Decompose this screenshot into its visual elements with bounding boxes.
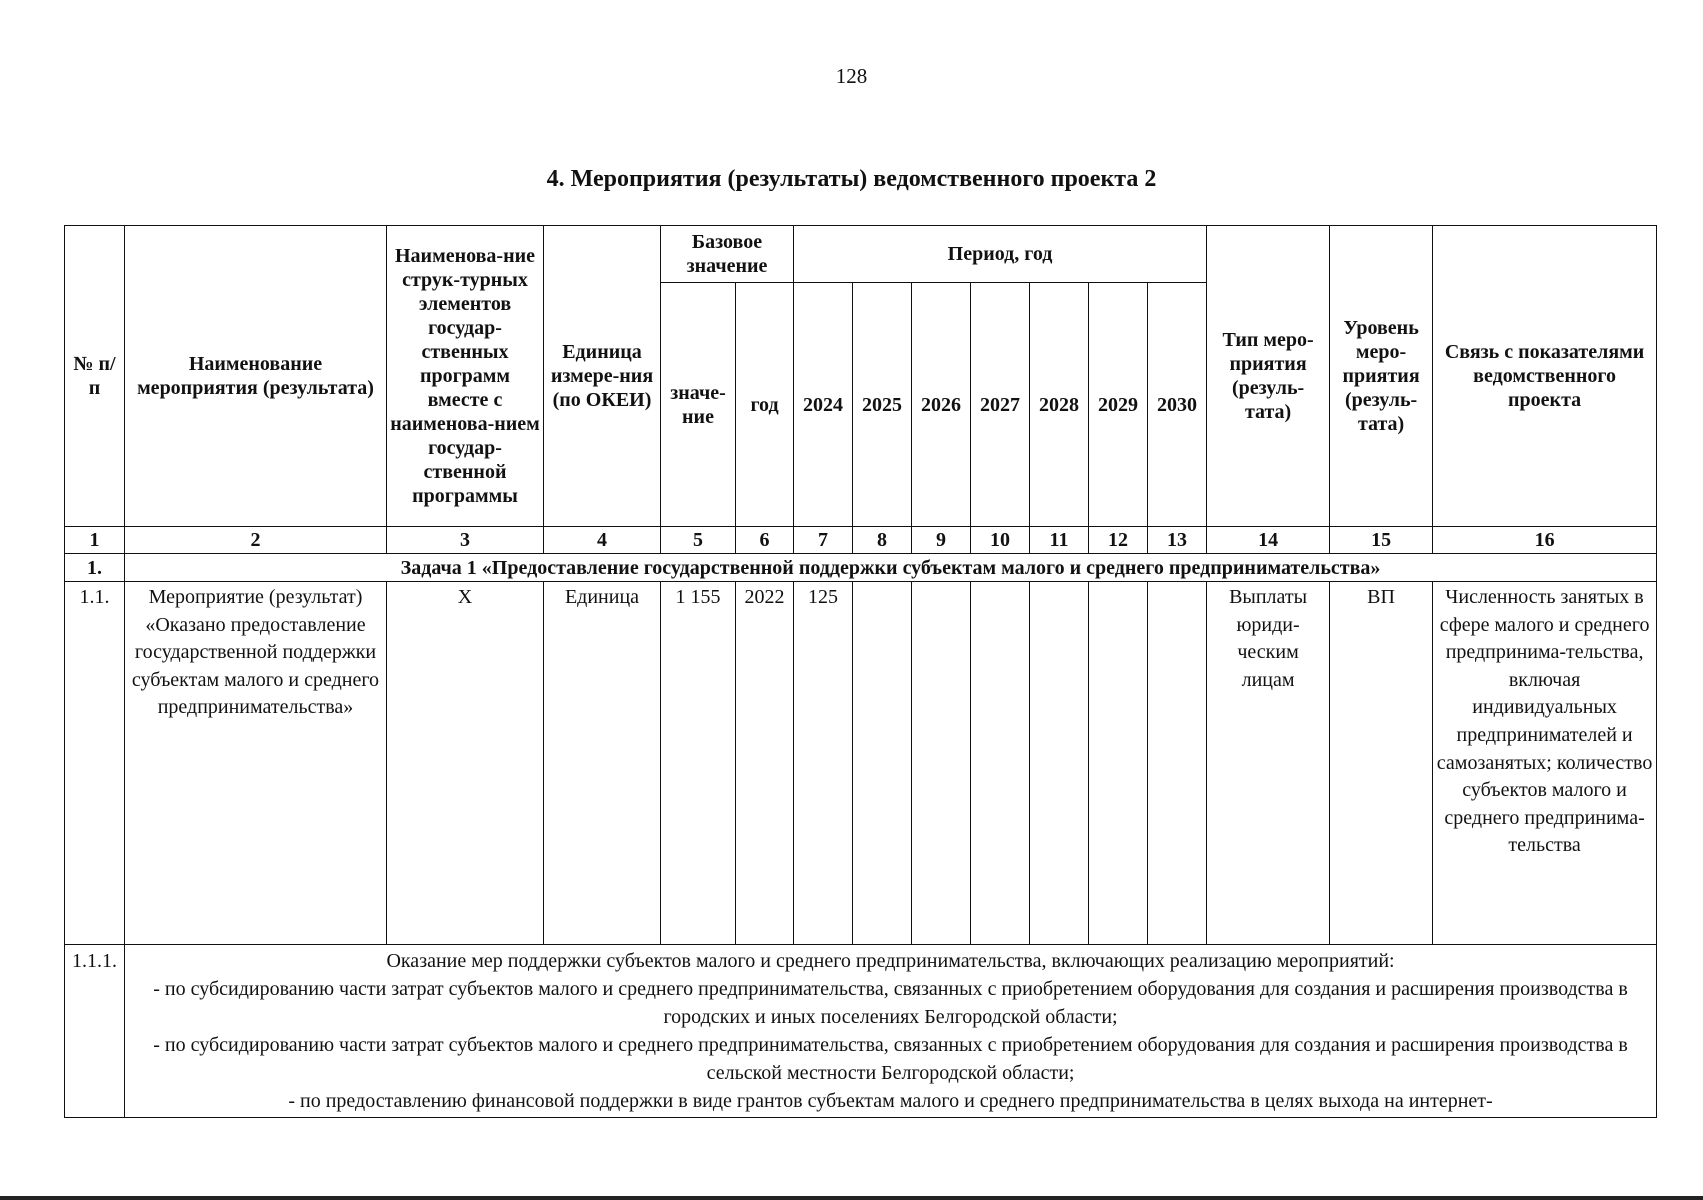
header-base: Базовое значение <box>661 226 794 283</box>
item-value-2026 <box>912 582 971 945</box>
header-unit: Единица измере-ния (по ОКЕИ) <box>544 226 661 527</box>
measures-table <box>64 225 1657 1118</box>
task-text: Задача 1 «Предоставление государственной поддержки субъектам малого и среднего предпринимательства» <box>125 554 1657 582</box>
column-number: 8 <box>853 527 912 554</box>
header-base-value: значе-ние <box>661 283 736 527</box>
item-value-2025 <box>853 582 912 945</box>
document-title: 4. Мероприятия (результаты) ведомственного проекта 2 <box>546 166 1157 192</box>
page-number: 128 <box>835 64 868 88</box>
header-year-2030: 2030 <box>1148 283 1207 527</box>
column-number: 16 <box>1433 527 1657 554</box>
header-year-2027: 2027 <box>971 283 1030 527</box>
item-number: 1.1. <box>65 582 125 945</box>
item-value-2027 <box>971 582 1030 945</box>
column-number: 11 <box>1030 527 1089 554</box>
header-year-2024: 2024 <box>794 283 853 527</box>
header-row-1 <box>65 226 1657 283</box>
column-number: 5 <box>661 527 736 554</box>
subitem-line: - по субсидированию части затрат субъектов малого и среднего предпринимательства, связанных с приобретением оборудования для создания и расширения производства в городских и иных поселениях Белгородской области; <box>153 978 1628 1028</box>
column-number: 15 <box>1330 527 1433 554</box>
item-row <box>65 582 1657 945</box>
item-structural: Х <box>387 582 544 945</box>
header-period: Период, год <box>794 226 1207 283</box>
column-number: 4 <box>544 527 661 554</box>
header-num: № п/п <box>65 226 125 527</box>
page-bottom-rule <box>0 1196 1703 1200</box>
header-type: Тип меро-приятия (резуль-тата) <box>1207 226 1330 527</box>
header-year-2029: 2029 <box>1089 283 1148 527</box>
item-value-2024: 125 <box>794 582 853 945</box>
item-link: Численность занятых в сфере малого и среднего предпринима-тельства, включая индивидуальных предпринимателей и самозанятых; количество субъектов малого и среднего предпринима-тельства <box>1433 582 1657 945</box>
subitem-number: 1.1.1. <box>65 945 125 1118</box>
column-number: 3 <box>387 527 544 554</box>
item-value-2028 <box>1030 582 1089 945</box>
header-name: Наименование мероприятия (результата) <box>125 226 387 527</box>
column-number-row <box>65 527 1657 554</box>
header-year-2026: 2026 <box>912 283 971 527</box>
item-type: Выплаты юриди-ческим лицам <box>1207 582 1330 945</box>
column-number: 7 <box>794 527 853 554</box>
item-unit: Единица <box>544 582 661 945</box>
item-value-2030 <box>1148 582 1207 945</box>
subitem-text <box>125 945 1657 1118</box>
header-level: Уровень меро-приятия (резуль-тата) <box>1330 226 1433 527</box>
subitem-line: - по субсидированию части затрат субъектов малого и среднего предпринимательства, связанных с приобретением оборудования для создания и расширения производства в сельской местности Белгородской области; <box>153 1034 1628 1084</box>
column-number: 6 <box>736 527 794 554</box>
item-value-2029 <box>1089 582 1148 945</box>
column-number: 12 <box>1089 527 1148 554</box>
header-year-2028: 2028 <box>1030 283 1089 527</box>
header-base-year: год <box>736 283 794 527</box>
item-level: ВП <box>1330 582 1433 945</box>
task-number: 1. <box>65 554 125 582</box>
column-number: 13 <box>1148 527 1207 554</box>
item-base-year: 2022 <box>736 582 794 945</box>
header-link: Связь с показателями ведомственного проекта <box>1433 226 1657 527</box>
column-number: 1 <box>65 527 125 554</box>
header-year-2025: 2025 <box>853 283 912 527</box>
subitem-row <box>65 945 1657 1118</box>
item-name: Мероприятие (результат) «Оказано предоставление государственной поддержки субъектам малого и среднего предпринимательства» <box>125 582 387 945</box>
item-base-value: 1 155 <box>661 582 736 945</box>
column-number: 2 <box>125 527 387 554</box>
header-structural: Наименова-ние струк-турных элементов государ-ственных программ вместе с наименова-нием государ-ственной программы <box>387 226 544 527</box>
subitem-line: Оказание мер поддержки субъектов малого и среднего предпринимательства, включающих реализацию мероприятий: <box>386 950 1395 972</box>
column-number: 14 <box>1207 527 1330 554</box>
column-number: 10 <box>971 527 1030 554</box>
subitem-line: - по предоставлению финансовой поддержки в виде грантов субъектам малого и среднего предпринимательства в целях выхода на интернет- <box>288 1090 1493 1112</box>
task-row <box>65 554 1657 582</box>
column-number: 9 <box>912 527 971 554</box>
